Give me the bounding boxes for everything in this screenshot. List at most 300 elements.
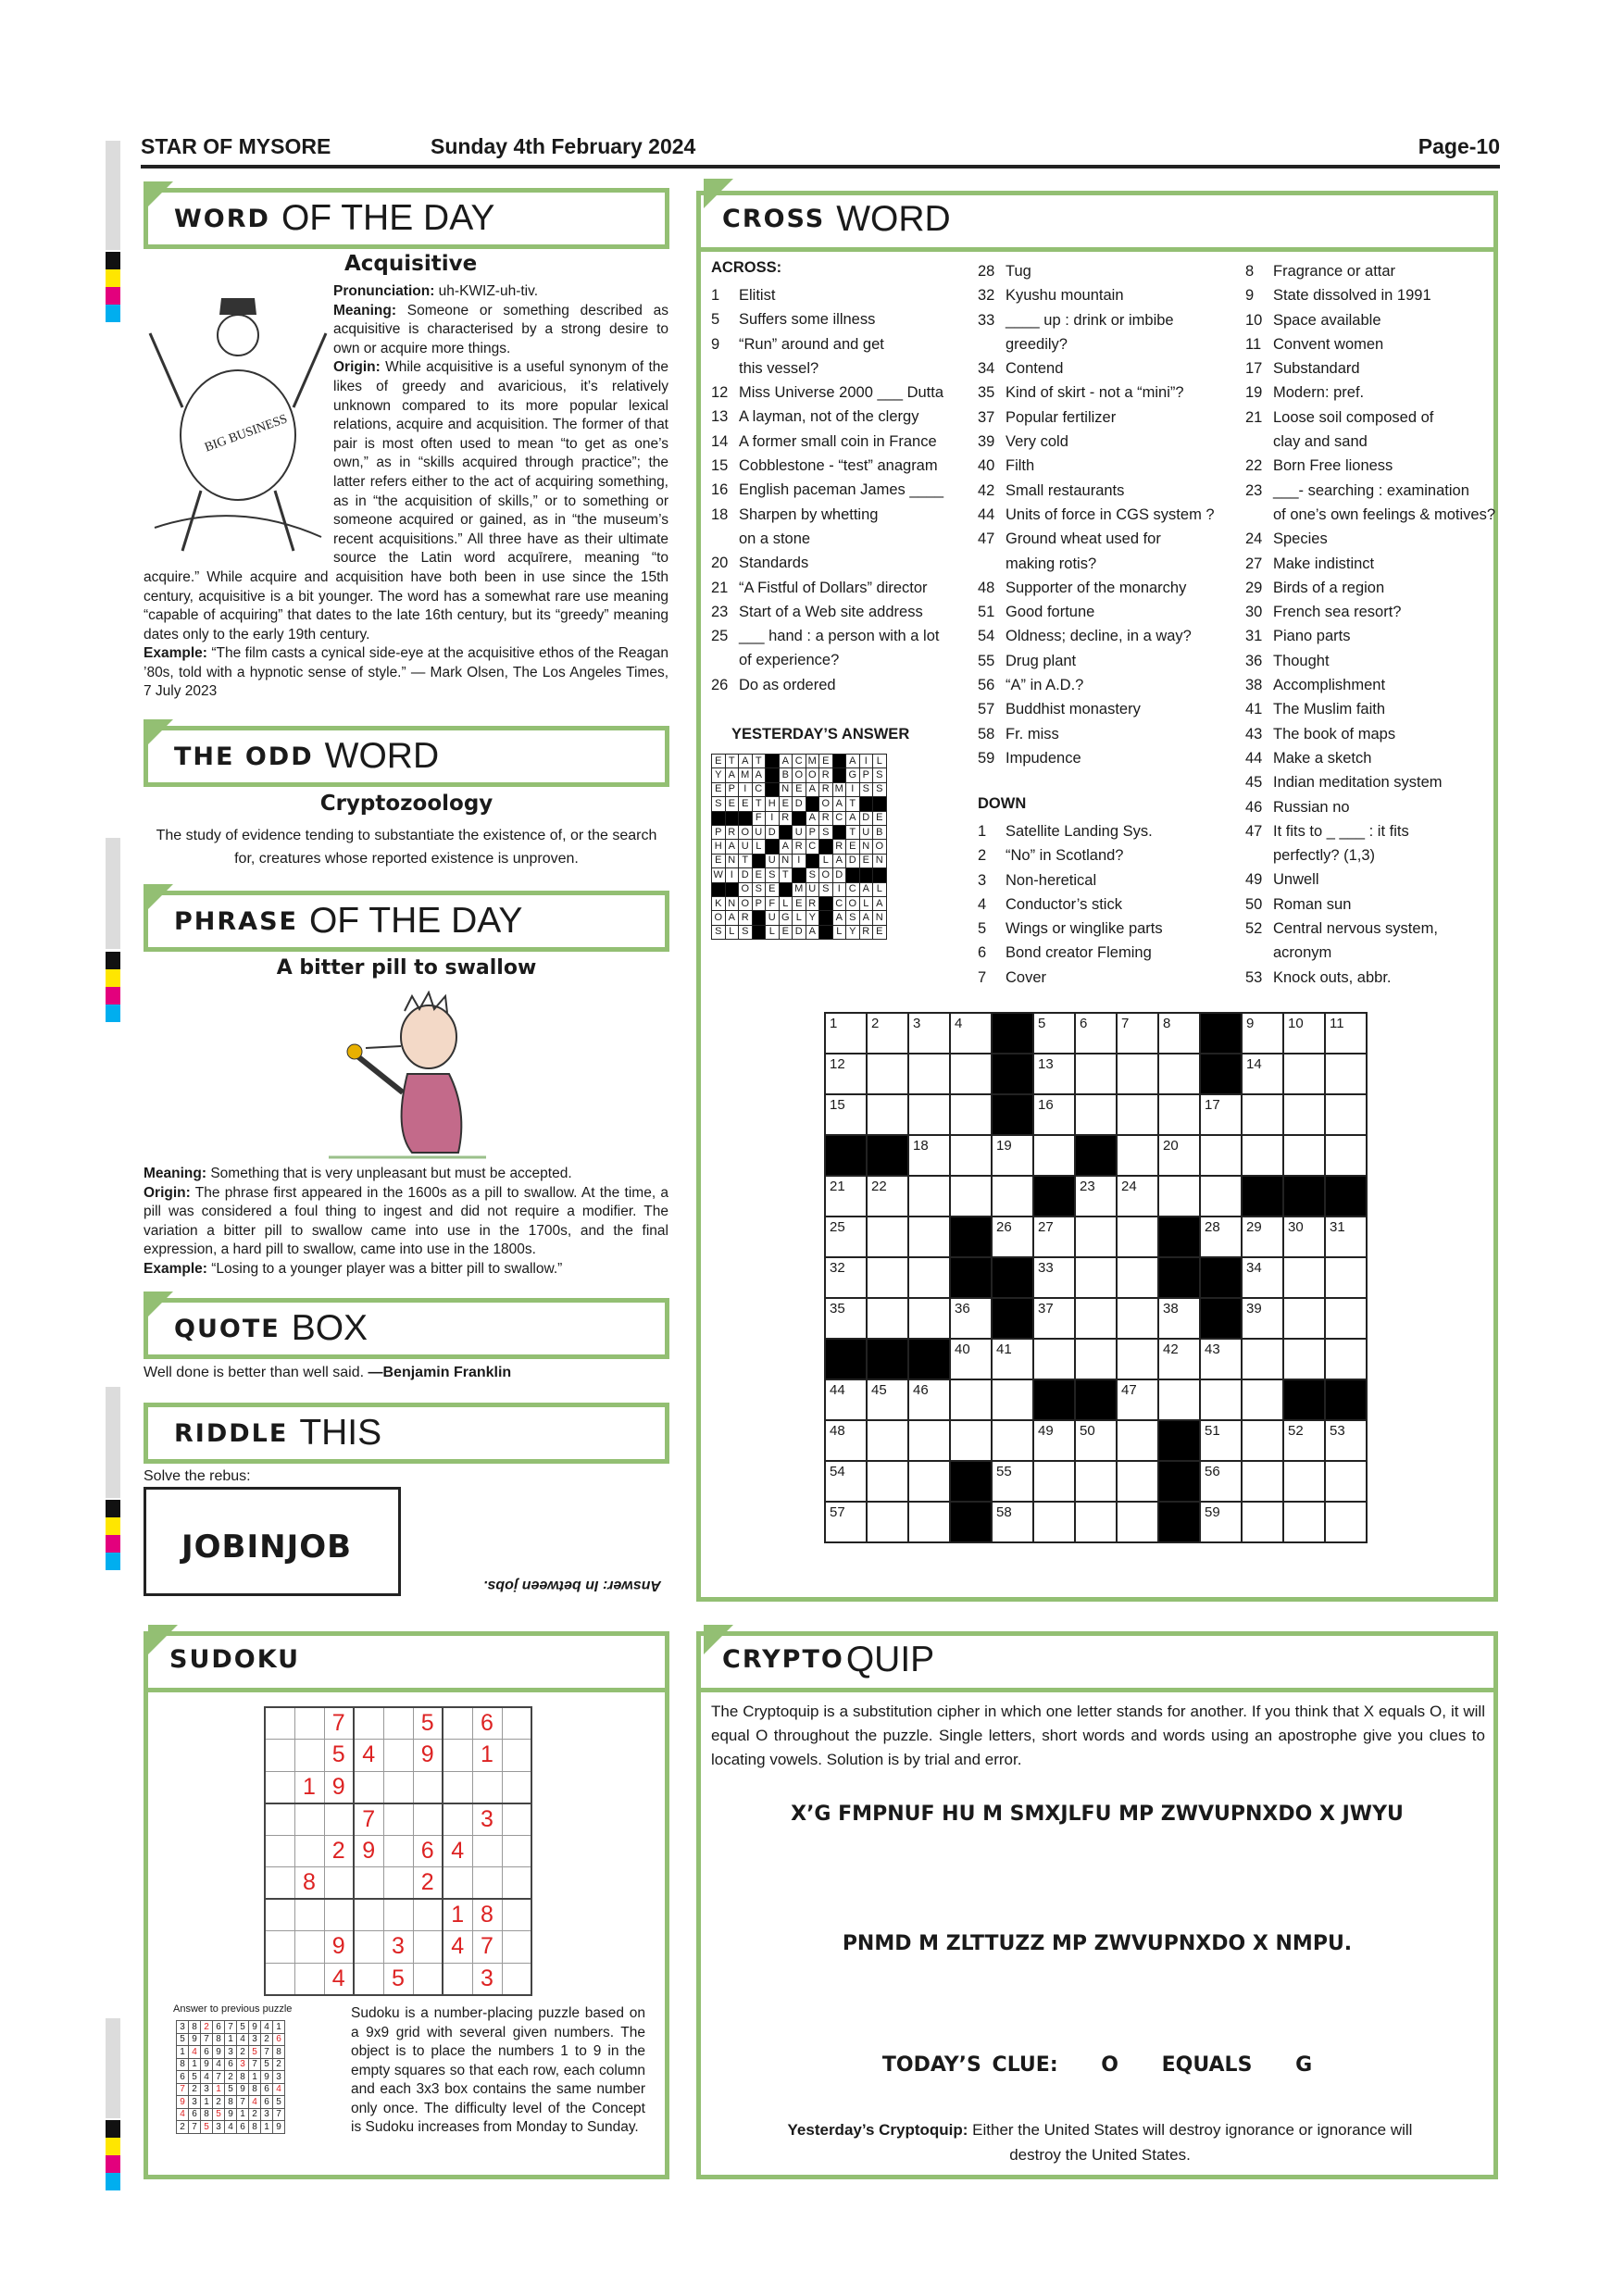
crossword-cell[interactable]	[867, 1013, 908, 1054]
clue-text: Make indistinct	[1273, 555, 1375, 572]
crossword-cell[interactable]	[1242, 1420, 1283, 1461]
sudoku-cell[interactable]	[294, 1707, 324, 1740]
clue	[1245, 454, 1495, 478]
crossword-cell[interactable]	[1033, 1135, 1075, 1176]
answer-cell: R	[819, 811, 833, 825]
clue-text: Tug	[1006, 263, 1031, 280]
answer-cell: S	[873, 782, 887, 796]
sudoku-cell[interactable]	[472, 1835, 502, 1867]
crossword-cell[interactable]	[1283, 1094, 1325, 1135]
crossword-cell[interactable]	[867, 1461, 908, 1502]
crossword-cell[interactable]	[1325, 1054, 1367, 1094]
sudoku-cell[interactable]	[265, 1867, 294, 1900]
crossword-cell[interactable]	[1117, 1298, 1158, 1339]
answer-cell: S	[819, 882, 833, 896]
sudoku-cell: 1	[472, 1740, 502, 1772]
crossword-cell[interactable]	[1325, 1461, 1367, 1502]
crossword-cell[interactable]	[1033, 1013, 1075, 1054]
crossword-cell[interactable]	[950, 1013, 992, 1054]
crossword-cell[interactable]	[1117, 1257, 1158, 1298]
crossword-cell[interactable]	[1033, 1054, 1075, 1094]
crossword-cell[interactable]	[908, 1298, 950, 1339]
cell-number: 46	[913, 1382, 929, 1398]
black-cell	[1242, 1176, 1283, 1217]
crossword-cell[interactable]	[1075, 1420, 1117, 1461]
clue	[978, 576, 1215, 600]
black-cell	[1200, 1298, 1242, 1339]
cell-number: 38	[1163, 1301, 1179, 1316]
sudoku-cell[interactable]	[354, 1867, 383, 1900]
crossword-cell[interactable]	[1158, 1379, 1200, 1420]
answer-cell: I	[725, 868, 739, 882]
answer-cell: P	[859, 768, 873, 782]
sudoku-cell[interactable]	[265, 1963, 294, 1995]
crossword-cell[interactable]	[1075, 1257, 1117, 1298]
crossword-cell[interactable]	[1200, 1176, 1242, 1217]
clue	[978, 673, 1215, 697]
answer-cell: 5	[237, 2021, 249, 2034]
answer-cell: U	[806, 882, 819, 896]
crossword-cell[interactable]	[867, 1176, 908, 1217]
crossword-cell[interactable]	[867, 1054, 908, 1094]
crossword-cell[interactable]	[1325, 1502, 1367, 1542]
crossword-cell[interactable]	[1158, 1135, 1200, 1176]
crossword-cell[interactable]	[950, 1298, 992, 1339]
crossword-cell[interactable]	[1033, 1502, 1075, 1542]
crossword-cell[interactable]	[1283, 1054, 1325, 1094]
crossword-cell[interactable]	[825, 1013, 867, 1054]
sudoku-cell[interactable]	[502, 1803, 531, 1836]
clue	[711, 624, 943, 648]
sudoku-cell[interactable]	[383, 1707, 413, 1740]
sudoku-cell[interactable]	[354, 1707, 383, 1740]
crossword-cell[interactable]	[908, 1217, 950, 1257]
crossword-cell[interactable]	[1075, 1013, 1117, 1054]
crossword-cell[interactable]	[1325, 1094, 1367, 1135]
sudoku-cell: 4	[354, 1740, 383, 1772]
crossword-cell[interactable]	[1117, 1420, 1158, 1461]
crossword-cell[interactable]	[1200, 1502, 1242, 1542]
black-cell	[873, 868, 887, 882]
crossword-cell[interactable]	[1117, 1217, 1158, 1257]
sudoku-cell[interactable]	[294, 1740, 324, 1772]
sudoku-cell[interactable]	[354, 1771, 383, 1803]
answer-cell: 3	[237, 2058, 249, 2071]
title-small: THE ODD	[174, 742, 314, 771]
crossword-cell[interactable]	[1033, 1298, 1075, 1339]
answer-cell: 6	[261, 2096, 273, 2109]
crossword-cell[interactable]	[867, 1502, 908, 1542]
crossword-cell[interactable]	[950, 1135, 992, 1176]
crossword-cell[interactable]	[1242, 1054, 1283, 1094]
crossword-cell[interactable]	[1242, 1135, 1283, 1176]
crossword-cell[interactable]	[1325, 1298, 1367, 1339]
cell-number: 44	[830, 1382, 845, 1398]
answer-cell: E	[819, 755, 833, 768]
crossword-cell[interactable]	[1325, 1420, 1367, 1461]
crossword-cell[interactable]	[1033, 1461, 1075, 1502]
crossword-cell[interactable]	[1283, 1298, 1325, 1339]
crossword-cell[interactable]	[950, 1339, 992, 1379]
sudoku-cell[interactable]	[324, 1899, 354, 1931]
answer-cell: 5	[261, 2058, 273, 2071]
crossword-cell[interactable]	[1325, 1217, 1367, 1257]
crossword-cell[interactable]	[1033, 1094, 1075, 1135]
crossword-cell[interactable]	[1117, 1013, 1158, 1054]
crossword-cell[interactable]	[867, 1094, 908, 1135]
answer-cell: 3	[189, 2096, 201, 2109]
answer-cell: S	[873, 768, 887, 782]
crossword-cell[interactable]	[1242, 1502, 1283, 1542]
crossword-cell[interactable]	[1283, 1013, 1325, 1054]
black-cell	[992, 1013, 1033, 1054]
sudoku-cell[interactable]	[294, 1835, 324, 1867]
riddle-answer: Answer: In between jobs.	[483, 1578, 662, 1593]
crossword-cell[interactable]	[1158, 1013, 1200, 1054]
answer-cell: 4	[273, 2083, 285, 2096]
answer-cell: O	[739, 825, 753, 839]
answer-cell: A	[859, 882, 873, 896]
crossword-cell[interactable]	[950, 1094, 992, 1135]
crossword-cell[interactable]	[1200, 1135, 1242, 1176]
clue-text: A former small coin in France	[739, 432, 937, 450]
grid-row	[825, 1420, 1367, 1461]
sudoku-cell[interactable]	[502, 1867, 531, 1900]
crossword-cell[interactable]	[1242, 1217, 1283, 1257]
crossword-cell[interactable]	[1325, 1339, 1367, 1379]
crossword-cell[interactable]	[1075, 1461, 1117, 1502]
crossword-cell[interactable]	[1075, 1339, 1117, 1379]
answer-cell: 9	[249, 2021, 261, 2034]
crossword-cell[interactable]	[825, 1502, 867, 1542]
sudoku-cell[interactable]	[294, 1931, 324, 1964]
clue	[978, 819, 1163, 843]
crossword-cell[interactable]	[1200, 1217, 1242, 1257]
sudoku-cell[interactable]	[413, 1931, 443, 1964]
clue-text: Russian no	[1273, 798, 1350, 816]
sudoku-cell[interactable]	[502, 1740, 531, 1772]
registration-strip-top	[106, 141, 120, 250]
sudoku-cell[interactable]	[472, 1867, 502, 1900]
sudoku-cell[interactable]	[354, 1931, 383, 1964]
crossword-cell[interactable]	[992, 1420, 1033, 1461]
crossword-cell[interactable]	[992, 1217, 1033, 1257]
cell-number: 14	[1246, 1056, 1262, 1072]
sudoku-cell[interactable]	[354, 1963, 383, 1995]
sudoku-cell[interactable]	[265, 1771, 294, 1803]
crossword-cell[interactable]	[1200, 1094, 1242, 1135]
crossword-cell[interactable]	[1325, 1135, 1367, 1176]
crossword-cell[interactable]	[992, 1339, 1033, 1379]
sudoku-cell[interactable]	[265, 1803, 294, 1836]
crossword-cell[interactable]	[1117, 1379, 1158, 1420]
sudoku-cell[interactable]	[413, 1963, 443, 1995]
grid-row	[177, 2083, 285, 2096]
crossword-cell[interactable]	[1283, 1339, 1325, 1379]
crossword-cell[interactable]	[992, 1461, 1033, 1502]
crossword-cell[interactable]	[867, 1379, 908, 1420]
sudoku-cell[interactable]	[383, 1899, 413, 1931]
sudoku-cell: 3	[383, 1931, 413, 1964]
answer-cell: 4	[261, 2021, 273, 2034]
answer-cell: E	[859, 854, 873, 867]
crossword-cell[interactable]	[1242, 1013, 1283, 1054]
sudoku-cell[interactable]	[443, 1867, 472, 1900]
sudoku-cell[interactable]	[472, 1771, 502, 1803]
grid-row	[265, 1963, 531, 1995]
crossword-cell[interactable]	[1200, 1379, 1242, 1420]
crossword-cell[interactable]	[825, 1420, 867, 1461]
clue	[1245, 795, 1495, 819]
clue	[978, 917, 1163, 941]
cell-number: 33	[1038, 1260, 1054, 1276]
crossword-cell[interactable]	[825, 1054, 867, 1094]
crossword-cell[interactable]	[1075, 1298, 1117, 1339]
answer-cell: 3	[273, 2071, 285, 2084]
sudoku-cell[interactable]	[502, 1931, 531, 1964]
crossword-cell[interactable]	[1200, 1420, 1242, 1461]
crossword-cell[interactable]	[908, 1461, 950, 1502]
riddle-prompt: Solve the rebus:	[144, 1468, 251, 1484]
crossword-cell[interactable]	[950, 1176, 992, 1217]
sudoku-cell[interactable]	[265, 1707, 294, 1740]
sudoku-cell[interactable]	[413, 1771, 443, 1803]
answer-cell: 9	[201, 2058, 213, 2071]
crossword-cell[interactable]	[1075, 1094, 1117, 1135]
answer-cell: 3	[225, 2046, 237, 2059]
sudoku-cell[interactable]	[413, 1899, 443, 1931]
crossword-cell[interactable]	[908, 1176, 950, 1217]
sudoku-cell[interactable]	[502, 1707, 531, 1740]
answer-cell: 8	[201, 2108, 213, 2121]
crossword-cell[interactable]	[1075, 1176, 1117, 1217]
crossword-cell[interactable]	[1158, 1339, 1200, 1379]
crossword-cell[interactable]	[950, 1054, 992, 1094]
crossword-cell[interactable]	[950, 1379, 992, 1420]
sudoku-cell[interactable]	[294, 1803, 324, 1836]
crossword-cell[interactable]	[1242, 1461, 1283, 1502]
cipher-line-1: X’G FMPNUF HU M SMXJLFU MP ZWVUPNXDO X JWYU	[791, 1803, 1404, 1826]
sudoku-cell: 9	[324, 1931, 354, 1964]
clue	[1245, 576, 1495, 600]
black-cell	[867, 1339, 908, 1379]
clue	[1245, 941, 1495, 965]
black-cell	[825, 1135, 867, 1176]
sudoku-cell: 3	[472, 1963, 502, 1995]
crossword-cell[interactable]	[1117, 1135, 1158, 1176]
sudoku-cell[interactable]	[443, 1707, 472, 1740]
sudoku-cell[interactable]	[443, 1740, 472, 1772]
crossword-cell[interactable]	[1158, 1094, 1200, 1135]
crossword-cell[interactable]	[1283, 1257, 1325, 1298]
crossword-cell[interactable]	[1033, 1257, 1075, 1298]
sudoku-cell[interactable]	[413, 1803, 443, 1836]
clue-number: 12	[711, 384, 729, 402]
crossword-cell[interactable]	[1117, 1339, 1158, 1379]
down-clues-col3	[1245, 259, 1495, 990]
sudoku-cell[interactable]	[443, 1803, 472, 1836]
crossword-cell[interactable]	[1117, 1094, 1158, 1135]
crossword-cell[interactable]	[1242, 1379, 1283, 1420]
crossword-cell[interactable]	[1033, 1217, 1075, 1257]
crossword-cell[interactable]	[992, 1135, 1033, 1176]
sudoku-cell[interactable]	[502, 1835, 531, 1867]
crossword-cell[interactable]	[867, 1298, 908, 1339]
sudoku-cell[interactable]	[443, 1963, 472, 1995]
answer-cell: T	[846, 797, 860, 811]
sudoku-cell[interactable]	[383, 1867, 413, 1900]
crossword-cell[interactable]	[1200, 1461, 1242, 1502]
crossword-cell[interactable]	[1242, 1298, 1283, 1339]
crossword-cell[interactable]	[1117, 1461, 1158, 1502]
sudoku-cell[interactable]	[502, 1899, 531, 1931]
crossword-cell[interactable]	[1117, 1502, 1158, 1542]
crossword-cell[interactable]	[950, 1420, 992, 1461]
answer-cell: 5	[177, 2033, 189, 2046]
sudoku-cell[interactable]	[265, 1740, 294, 1772]
answer-cell: 7	[261, 2046, 273, 2059]
crossword-cell[interactable]	[908, 1257, 950, 1298]
clue	[978, 600, 1215, 624]
crossword-cell[interactable]	[1075, 1502, 1117, 1542]
crossword-cell[interactable]	[867, 1217, 908, 1257]
cell-number: 43	[1205, 1341, 1220, 1357]
sudoku-cell[interactable]	[383, 1771, 413, 1803]
crossword-cell[interactable]	[1283, 1420, 1325, 1461]
answer-cell: C	[846, 882, 860, 896]
crossword-cell[interactable]	[992, 1502, 1033, 1542]
clue-number: 58	[978, 725, 995, 742]
sudoku-cell[interactable]	[502, 1771, 531, 1803]
crossword-cell[interactable]	[1283, 1502, 1325, 1542]
crossword-cell[interactable]	[825, 1217, 867, 1257]
grid-row	[712, 882, 887, 896]
answer-cell: 6	[237, 2121, 249, 2134]
crossword-cell[interactable]	[1242, 1257, 1283, 1298]
crossword-cell[interactable]	[908, 1135, 950, 1176]
sudoku-cell[interactable]	[324, 1867, 354, 1900]
answer-cell: I	[739, 782, 753, 796]
label: Pronunciation:	[333, 283, 435, 299]
todays-clue	[696, 2053, 1498, 2077]
sudoku-cell[interactable]	[265, 1899, 294, 1931]
cell-number: 39	[1246, 1301, 1262, 1316]
black-cell	[832, 825, 846, 839]
sudoku-cell[interactable]	[324, 1803, 354, 1836]
clue	[711, 283, 943, 307]
crossword-cell[interactable]	[825, 1379, 867, 1420]
word-of-day-body	[144, 282, 668, 702]
crossword-cell[interactable]	[825, 1461, 867, 1502]
grid-row	[712, 840, 887, 854]
crossword-cell[interactable]	[908, 1013, 950, 1054]
black-cell	[992, 1298, 1033, 1339]
crossword-cell[interactable]	[908, 1502, 950, 1542]
answer-cell: D	[859, 811, 873, 825]
crossword-cell[interactable]	[825, 1298, 867, 1339]
cell-number: 7	[1121, 1016, 1130, 1031]
crossword-cell[interactable]	[867, 1257, 908, 1298]
answer-cell: 6	[213, 2021, 225, 2034]
crossword-cell[interactable]	[1033, 1339, 1075, 1379]
answer-cell: R	[806, 896, 819, 910]
sudoku-cell[interactable]	[502, 1963, 531, 1995]
answer-cell: 8	[249, 2121, 261, 2134]
crossword-title	[696, 191, 1498, 252]
clue	[711, 381, 943, 405]
black-cell	[793, 868, 806, 882]
crossword-cell[interactable]	[1033, 1420, 1075, 1461]
answer-cell: R	[819, 768, 833, 782]
crossword-cell[interactable]	[1325, 1013, 1367, 1054]
crossword-cell[interactable]	[1075, 1217, 1117, 1257]
answer-cell: S	[766, 868, 780, 882]
sudoku-grid	[264, 1706, 532, 1996]
crossword-cell[interactable]	[1158, 1298, 1200, 1339]
crossword-cell[interactable]	[908, 1094, 950, 1135]
crossword-cell[interactable]	[1283, 1135, 1325, 1176]
sudoku-cell[interactable]	[383, 1803, 413, 1836]
answer-cell: 6	[261, 2083, 273, 2096]
black-cell	[725, 811, 739, 825]
clue	[978, 843, 1163, 867]
crossword-cell[interactable]	[825, 1094, 867, 1135]
clue-text: Units of force in CGS system ?	[1006, 505, 1215, 523]
sudoku-cell[interactable]	[265, 1931, 294, 1964]
crossword-cell[interactable]	[825, 1176, 867, 1217]
clue	[711, 307, 943, 331]
crossword-cell[interactable]	[1117, 1176, 1158, 1217]
crossword-cell[interactable]	[1283, 1217, 1325, 1257]
clue-text: perfectly? (1,3)	[1273, 847, 1376, 865]
sudoku-cell[interactable]	[354, 1899, 383, 1931]
crossword-cell[interactable]	[1158, 1176, 1200, 1217]
crossword-cell[interactable]	[1242, 1339, 1283, 1379]
clue-number: 54	[978, 628, 995, 645]
clue	[1245, 503, 1495, 527]
crossword-cell[interactable]	[1325, 1257, 1367, 1298]
sudoku-cell[interactable]	[383, 1835, 413, 1867]
grid-row	[265, 1803, 531, 1836]
answer-cell: K	[712, 896, 726, 910]
crossword-cell[interactable]	[1117, 1054, 1158, 1094]
sudoku-cell[interactable]	[294, 1899, 324, 1931]
corner-mark	[144, 884, 173, 914]
down-clues-col2	[978, 819, 1163, 990]
crossword-cell[interactable]	[908, 1420, 950, 1461]
crossword-cell[interactable]	[908, 1379, 950, 1420]
answer-cell: O	[819, 868, 833, 882]
crossword-cell[interactable]	[992, 1379, 1033, 1420]
crossword-cell[interactable]	[1242, 1094, 1283, 1135]
sudoku-cell[interactable]	[265, 1835, 294, 1867]
crossword-cell[interactable]	[1158, 1054, 1200, 1094]
answer-cell: M	[793, 882, 806, 896]
crossword-cell[interactable]	[867, 1420, 908, 1461]
sudoku-cell[interactable]	[383, 1740, 413, 1772]
sudoku-cell[interactable]	[443, 1771, 472, 1803]
crossword-cell[interactable]	[992, 1176, 1033, 1217]
answer-cell: 4	[225, 2121, 237, 2134]
sudoku-cell[interactable]	[294, 1963, 324, 1995]
crossword-cell[interactable]	[1200, 1339, 1242, 1379]
crossword-cell[interactable]	[825, 1257, 867, 1298]
crossword-cell[interactable]	[908, 1054, 950, 1094]
clue-text: ____ up : drink or imbibe	[1006, 311, 1174, 329]
crossword-cell[interactable]	[1075, 1054, 1117, 1094]
crossword-cell[interactable]	[1283, 1461, 1325, 1502]
clue-text: Kyushu mountain	[1006, 287, 1124, 305]
